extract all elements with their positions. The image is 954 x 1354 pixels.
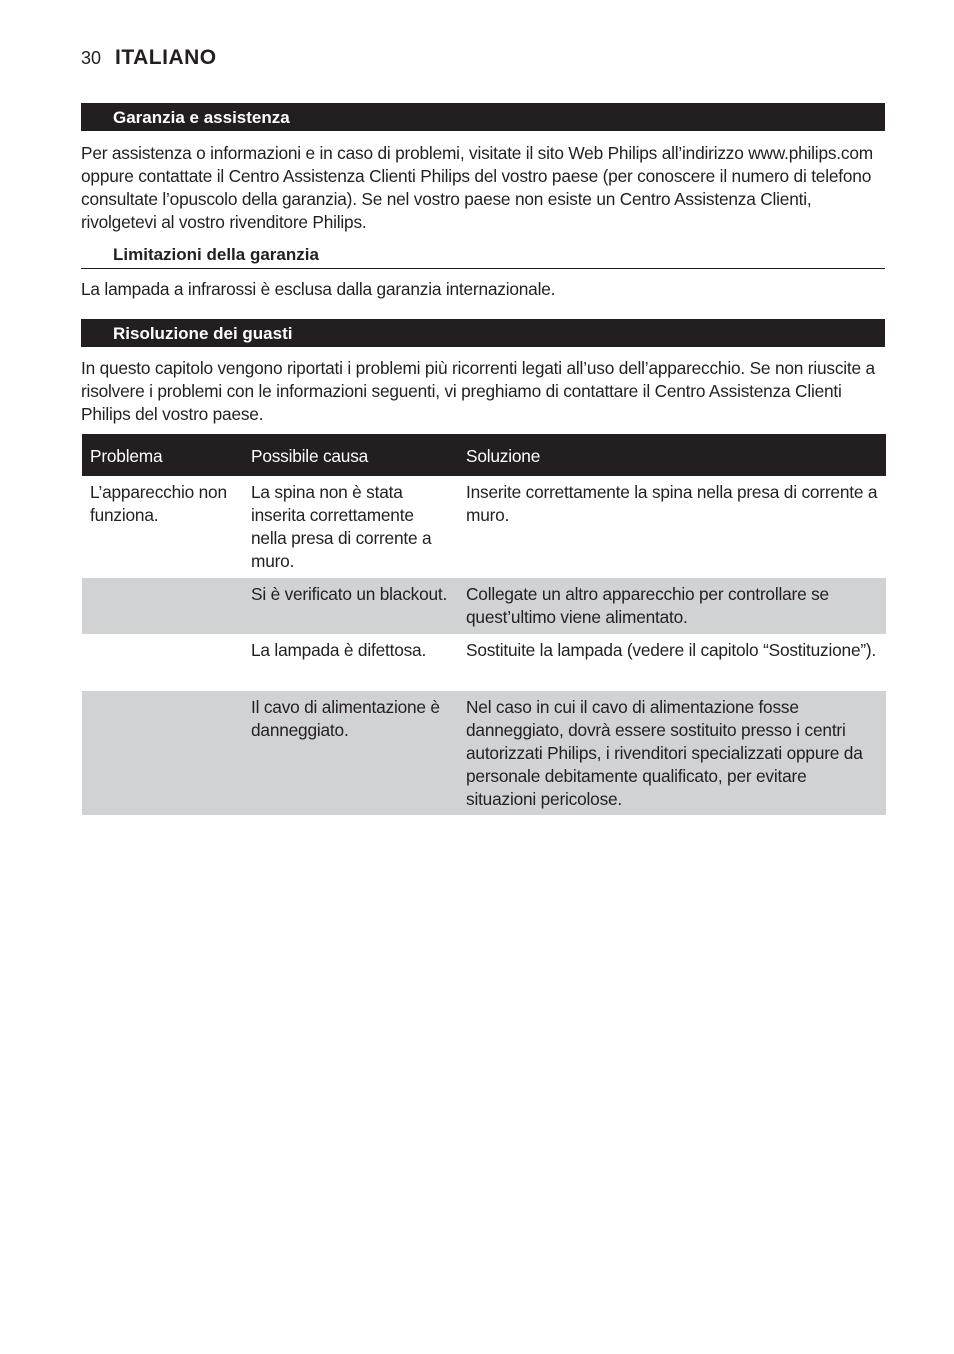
cause-cell: Si è verificato un blackout. [243, 578, 458, 634]
header-solution: Soluzione [458, 434, 886, 476]
problem-cell: L’apparecchio non funziona. [90, 482, 227, 525]
subsection-heading-limitations: Limitazioni della garanzia [81, 244, 885, 269]
solution-cell: Collegate un altro apparecchio per controllare se quest’ultimo viene alimentato. [458, 578, 886, 634]
page-number: 30 [81, 48, 102, 68]
cause-cell: Il cavo di alimentazione è danneggiato. [243, 691, 458, 815]
header-cause: Possibile causa [243, 434, 458, 476]
table-row [82, 476, 886, 578]
header-problem: Problema [82, 434, 243, 476]
cause-cell: La spina non è stata inserita correttamente nella presa di corrente a muro. [251, 482, 432, 571]
warranty-paragraph: Per assistenza o informazioni e in caso di problemi, visitate il sito Web Philips all’indirizzo www.philips.com oppure contattate il Centro Assistenza Clienti Philips del vostro paese (per conoscere il numero di telefono consultate l’opuscolo della garanzia). Se nel vostro paese non esiste un Centro Assistenza Clienti, rivolgetevi al vostro rivenditore Philips. [81, 143, 873, 232]
table-row [82, 634, 886, 691]
page-header [81, 46, 217, 70]
problem-cell [82, 691, 243, 815]
cause-cell: La lampada è difettosa. [251, 640, 427, 660]
table-header-row [82, 434, 886, 476]
limitations-paragraph: La lampada a infrarossi è esclusa dalla garanzia internazionale. [81, 279, 556, 299]
section-heading-warranty: Garanzia e assistenza [81, 103, 885, 131]
table-row [82, 691, 886, 815]
table-row [82, 578, 886, 634]
problem-cell [82, 578, 243, 634]
solution-cell: Sostituite la lampada (vedere il capitolo “Sostituzione”). [466, 640, 877, 660]
solution-cell: Nel caso in cui il cavo di alimentazione fosse danneggiato, dovrà essere sostituito presso i centri autorizzati Philips, i rivenditori specializzati oppure da personale debitamente qualificato, per evitare situazioni pericolose. [458, 691, 886, 815]
language-title: ITALIANO [115, 46, 217, 69]
section-heading-troubleshooting: Risoluzione dei guasti [81, 319, 885, 347]
problem-cell [82, 634, 243, 691]
troubleshooting-table [82, 434, 886, 815]
solution-cell: Inserite correttamente la spina nella presa di corrente a muro. [466, 482, 878, 525]
troubleshooting-paragraph: In questo capitolo vengono riportati i problemi più ricorrenti legati all’uso dell’apparecchio. Se non riuscite a risolvere i problemi con le informazioni seguenti, vi preghiamo di contattare il Centro Assistenza Clienti Philips del vostro paese. [81, 358, 875, 424]
